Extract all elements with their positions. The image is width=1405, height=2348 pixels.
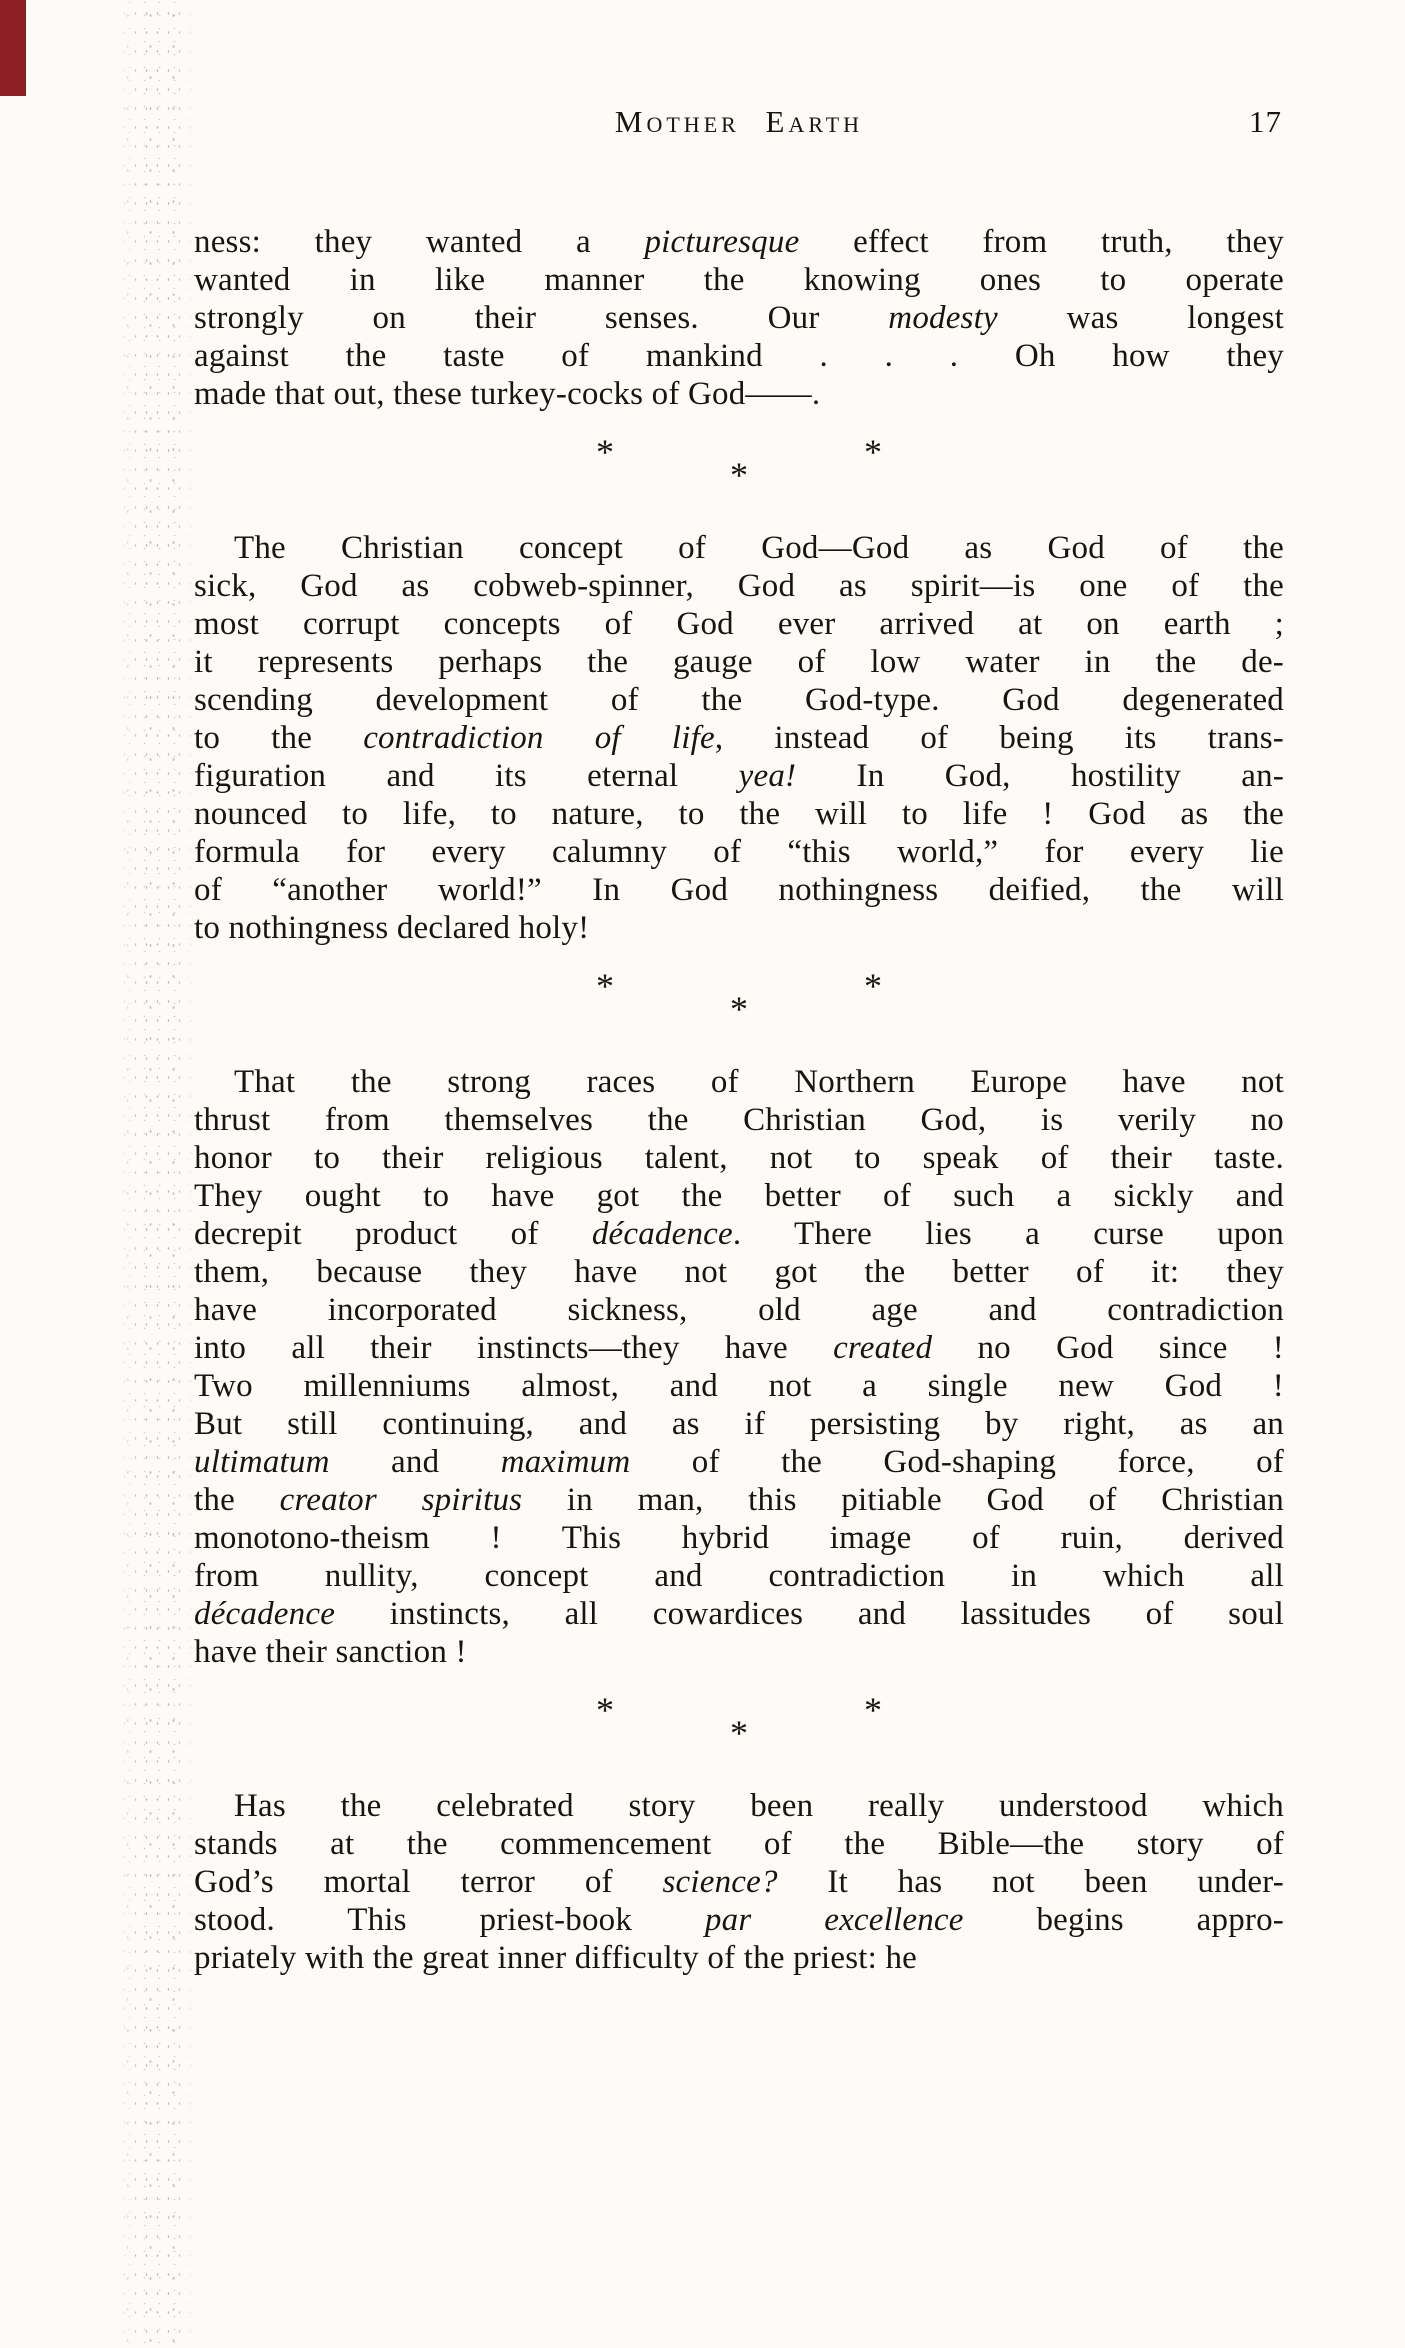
text-segment: begins appro- [963, 1902, 1284, 1938]
section-separator [194, 1690, 1284, 1755]
italic-text: ultimatum [194, 1444, 330, 1480]
text-segment: nounced to life, to nature, to the will to life ! God as the [194, 796, 1284, 832]
text-line [194, 1139, 1284, 1177]
text-line [194, 1367, 1284, 1405]
text-line [194, 1595, 1284, 1633]
text-line [194, 1633, 1284, 1671]
text-line [194, 1443, 1284, 1481]
text-segment: But still continuing, and as if persisting by right, as an [194, 1406, 1284, 1442]
text-segment: the [194, 1482, 280, 1518]
text-line [194, 1557, 1284, 1595]
page-number: 17 [1249, 104, 1282, 139]
text-line [194, 1101, 1284, 1139]
text-segment: strongly on their senses. Our [194, 300, 889, 336]
text-line [194, 909, 1284, 947]
italic-text: par excellence [704, 1902, 964, 1938]
text-segment: from nullity, concept and contradiction in which all [194, 1558, 1284, 1594]
text-line [194, 1901, 1284, 1939]
text-line [194, 567, 1284, 605]
asterisk-icon: * [730, 1713, 748, 1753]
text-line [194, 795, 1284, 833]
text-segment: , instead of being its trans- [714, 720, 1284, 756]
text-segment: it represents perhaps the gauge of low water in the de- [194, 644, 1284, 680]
text-segment: have incorporated sickness, old age and contradiction [194, 1292, 1284, 1328]
paragraph [194, 223, 1284, 413]
text-segment: It has not been under- [777, 1864, 1284, 1900]
text-line [194, 1253, 1284, 1291]
text-line [194, 1291, 1284, 1329]
text-segment: That the strong races of Northern Europe have not [234, 1064, 1284, 1100]
text-segment: no God since ! [932, 1330, 1284, 1366]
italic-text: maximum [500, 1444, 631, 1480]
paragraph [194, 1063, 1284, 1671]
italic-text: contradiction of life [363, 720, 715, 756]
text-segment: . There lies a curse upon [732, 1216, 1284, 1252]
text-segment: honor to their religious talent, not to speak of their taste. [194, 1140, 1284, 1176]
text-line [194, 643, 1284, 681]
text-line [194, 871, 1284, 909]
asterisk-icon: * [730, 989, 748, 1029]
text-segment: in man, this pitiable God of Christian [522, 1482, 1284, 1518]
text-column [194, 0, 1284, 1977]
text-segment: effect from truth, they [799, 224, 1284, 260]
text-segment: wanted in like manner the knowing ones to operate [194, 262, 1284, 298]
text-segment: to the [194, 720, 364, 756]
text-segment: figuration and its eternal [194, 758, 739, 794]
asterisk-icon: * [596, 966, 614, 1006]
scan-noise-band [116, 0, 198, 2348]
text-segment: was longest [997, 300, 1284, 336]
text-segment: In God, hostility an- [796, 758, 1285, 794]
text-body [194, 223, 1284, 1977]
text-line [194, 1519, 1284, 1557]
text-segment: of the God-shaping force, of [630, 1444, 1284, 1480]
text-line [194, 681, 1284, 719]
text-segment: them, because they have not got the better of it: they [194, 1254, 1284, 1290]
text-segment: scending development of the God-type. God degenerated [194, 682, 1284, 718]
text-segment: instincts, all cowardices and lassitudes of soul [335, 1596, 1284, 1632]
text-line [194, 1215, 1284, 1253]
text-segment: have their sanction ! [194, 1634, 467, 1670]
text-line [194, 757, 1284, 795]
text-segment: stood. This priest-book [194, 1902, 705, 1938]
text-line [194, 1825, 1284, 1863]
text-segment: monotono-theism ! This hybrid image of ruin, derived [194, 1520, 1284, 1556]
running-header [194, 101, 1284, 143]
section-separator [194, 432, 1284, 497]
text-segment: The Christian concept of God—God as God of the [234, 530, 1284, 566]
text-line [194, 605, 1284, 643]
paragraph [194, 529, 1284, 947]
text-line [194, 529, 1284, 567]
text-segment: Has the celebrated story been really understood which [234, 1788, 1284, 1824]
text-segment: against the taste of mankind . . . Oh how they [194, 338, 1284, 374]
text-segment: decrepit product of [194, 1216, 592, 1252]
text-line [194, 1939, 1284, 1977]
text-segment: sick, God as cobweb-spinner, God as spirit—is one of the [194, 568, 1284, 604]
section-separator [194, 966, 1284, 1031]
asterisk-icon: * [864, 1690, 882, 1730]
asterisk-icon: * [730, 455, 748, 495]
text-line [194, 1063, 1284, 1101]
text-segment: They ought to have got the better of such a sickly and [194, 1178, 1284, 1214]
text-segment: stands at the commencement of the Bible—the story of [194, 1826, 1284, 1862]
asterisk-icon: * [864, 432, 882, 472]
text-segment: most corrupt concepts of God ever arrived at on earth ; [194, 606, 1284, 642]
asterisk-icon: * [864, 966, 882, 1006]
text-segment: made that out, these turkey-cocks of God——. [194, 376, 821, 412]
paragraph [194, 1787, 1284, 1977]
text-line [194, 299, 1284, 337]
text-line [194, 719, 1284, 757]
text-line [194, 1787, 1284, 1825]
italic-text: décadence [591, 1216, 733, 1252]
text-line [194, 1481, 1284, 1519]
text-segment: formula for every calumny of “this world,” for every lie [194, 834, 1284, 870]
italic-text: modesty [888, 300, 998, 336]
text-segment: priately with the great inner difficulty of the priest: he [194, 1940, 918, 1976]
text-segment: God’s mortal terror of [194, 1864, 663, 1900]
italic-text: created [833, 1330, 933, 1366]
asterisk-icon: * [596, 1690, 614, 1730]
text-segment: and [329, 1444, 501, 1480]
italic-text: décadence [194, 1596, 336, 1632]
running-title: Mother Earth [614, 104, 864, 139]
text-line [194, 261, 1284, 299]
text-segment: into all their instincts—they have [194, 1330, 834, 1366]
text-segment: to nothingness declared holy! [194, 910, 590, 946]
italic-text: picturesque [644, 224, 800, 260]
text-line [194, 1863, 1284, 1901]
text-line [194, 1329, 1284, 1367]
text-line [194, 1177, 1284, 1215]
text-segment: ness: they wanted a [194, 224, 645, 260]
text-line [194, 833, 1284, 871]
italic-text: creator spiritus [279, 1482, 523, 1518]
text-line [194, 223, 1284, 261]
text-segment: of “another world!” In God nothingness deified, the will [194, 872, 1284, 908]
text-line [194, 337, 1284, 375]
italic-text: science? [662, 1864, 778, 1900]
text-line [194, 375, 1284, 413]
binding-mark [0, 0, 26, 96]
text-segment: Two millenniums almost, and not a single new God ! [194, 1368, 1284, 1404]
text-line [194, 1405, 1284, 1443]
text-segment: thrust from themselves the Christian God, is verily no [194, 1102, 1284, 1138]
asterisk-icon: * [596, 432, 614, 472]
italic-text: yea! [738, 758, 797, 794]
